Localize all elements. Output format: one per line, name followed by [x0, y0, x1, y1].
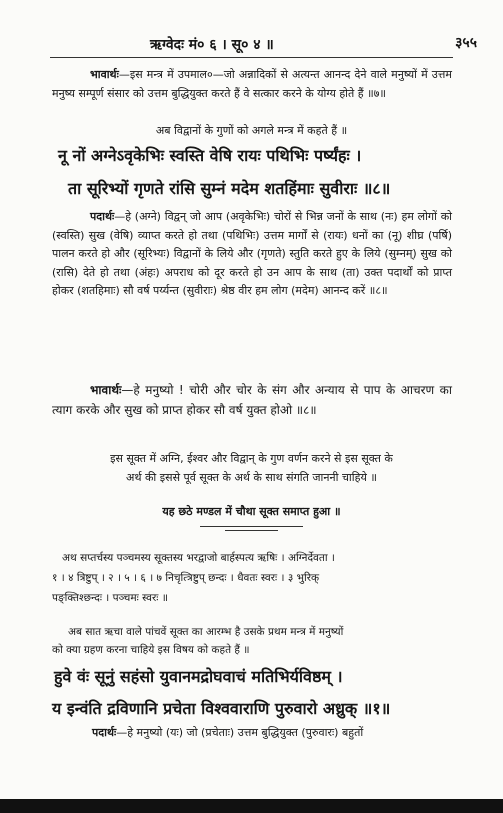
- padarth-text: —हे (अग्ने) विद्वन् जो आप (अवृकेभिः) चोरों से भिन्न जनों के साथ (नः) हम लोगों को (स्वस्ति) सुख (वेषि) व्याप्त करते हो तथा (पथिभिः) उत्तम मार्गों से (रायः) धनों का (नू) शीघ्र (पर्षि) पालन करते हो और (सूरिभ्यः) विद्वानों के लिये और (गृणते) स्तुति करते हुए के लिये (सुम्नम्) सुख को (रासि) देते हो तथा (अंहः) अपराध को दूर करते हो उन आप के साथ (ता) उक्त पदार्थों को प्राप्त होकर (शतहिमाः) सौ वर्ष पर्य्यन्त (सुवीराः) श्रेष्ठ वीर हम लोग (मदेम) आनन्द करें ॥८॥: [52, 210, 452, 297]
- padarth-label: पदार्थः: [92, 726, 117, 739]
- padarth-paragraph-2: [52, 724, 452, 743]
- anukramani-line: पङ्क्तिश्छन्दः । पञ्चमः स्वरः ॥: [52, 592, 169, 604]
- verse-line: हुवे वंः सूनुं सहंसो युवानमद्रोघवाचं मतिभिर्यविष्ठम् ।: [54, 667, 343, 686]
- bhavarth-paragraph-1: [52, 66, 452, 103]
- sukta-closing: यह छठे मण्डल में चौथा सूक्त समाप्त हुआ ॥: [162, 505, 341, 518]
- bhavarth-text: —हे मनुष्यो ! चोरी और चोर के संग और अन्याय से पाप के आचरण का त्याग करके और सुख को प्राप्त होकर सौ वर्ष युक्त होओ ॥८॥: [52, 383, 452, 417]
- padarth-paragraph-1: [52, 208, 452, 301]
- verse-line: य इन्वंति द्रविणानि प्रचेता विश्ववाराणि पुरुवारो अध्रुक् ॥१॥: [52, 699, 391, 718]
- running-title: ऋग्वेदः मं० ६ । सू० ४ ॥: [150, 37, 274, 53]
- bhavarth-label: भावार्थः: [90, 383, 122, 397]
- verse-line: नू नों अग्नेऽवृकेभिः स्वस्ति वेषि रायः पथिभिः पर्ष्यंहः ।: [58, 146, 362, 165]
- verse-line: ता सूरिभ्यों गृणते रांसि सुम्नं मदेम शतहिंमाः सुवीराः ॥८॥: [68, 179, 391, 198]
- section-divider: [225, 530, 278, 531]
- mantra-intro: अब विद्वानों के गुणों को अगले मन्त्र में कहते हैं ॥: [155, 124, 348, 137]
- page-number: ३५५: [455, 35, 477, 51]
- mantra-intro: को क्या ग्रहण करना चाहिये इस विषय को कहते हैं ॥: [52, 644, 250, 656]
- anukramani-line: अथ सप्तर्चस्य पञ्चमस्य सूक्तस्य भरद्वाजो बार्हस्पत्य ऋषिः । अग्निर्देवता ।: [62, 552, 335, 564]
- bhavarth-label: भावार्थः: [90, 68, 119, 81]
- padarth-text: —हे मनुष्यो (यः) जो (प्रचेताः) उत्तम बुद्धियुक्त (पुरुवारः) बहुतों: [116, 726, 364, 739]
- header-rule: [50, 57, 453, 58]
- mantra-intro: अब सात ऋचा वाले पांचवें सूक्त का आरम्भ है उसके प्रथम मन्त्र में मनुष्यों: [68, 626, 344, 638]
- bhavarth-text: —इस मन्त्र में उपमाल०—जो अन्नादिकों से अत्यन्त आनन्द देने वाले मनुष्यों में उत्तम मनुष्य सम्पूर्ण संसार को उत्तम बुद्धियुक्त करते हैं वे सत्कार करने के योग्य होते हैं ॥७॥: [52, 68, 452, 100]
- summary-line: इस सूक्त में अग्नि, ईश्वर और विद्वान् के गुण वर्णन करने से इस सूक्त के: [110, 452, 393, 465]
- anukramani-line: १ । ४ त्रिष्टुप् । २ । ५ । ६ । ७ निचृत्त्रिष्टुप् छन्दः । धैवतः स्वरः । ३ भुरिक्: [52, 572, 320, 584]
- padarth-label: पदार्थः: [90, 210, 115, 223]
- summary-line: अर्थ की इससे पूर्व सूक्त के अर्थ के साथ संगति जाननी चाहिये ॥: [126, 471, 377, 484]
- bhavarth-paragraph-2: [52, 380, 452, 420]
- section-divider: [200, 526, 303, 527]
- scan-edge: [0, 799, 503, 813]
